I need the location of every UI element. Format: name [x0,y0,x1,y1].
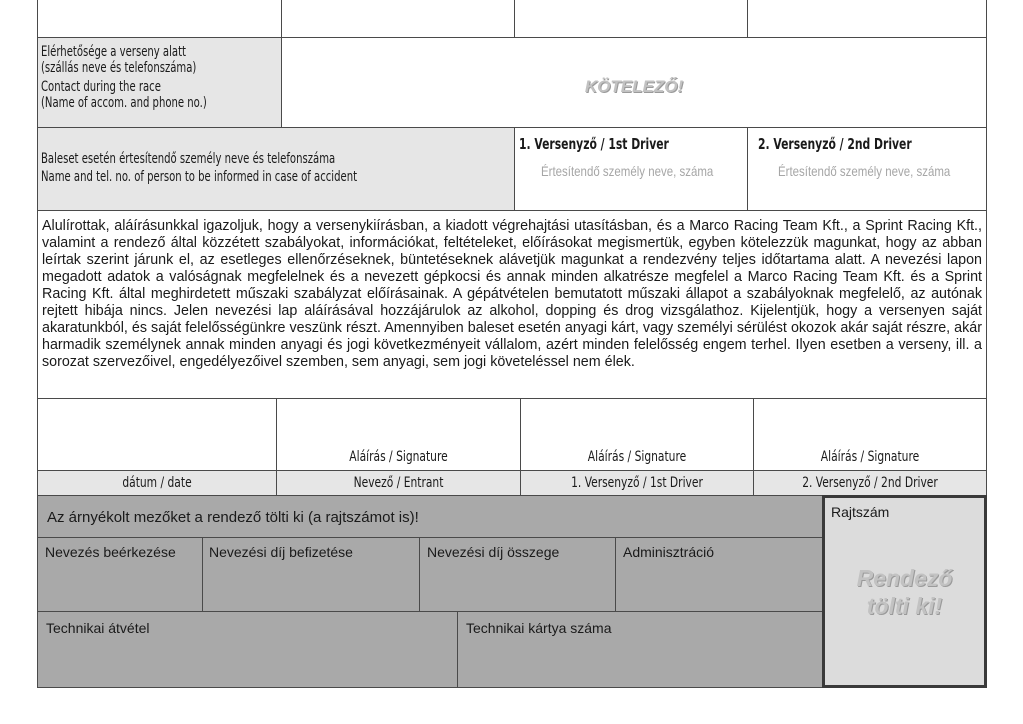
entry-received-label: Nevezés beérkezése [45,544,176,560]
technical-inspection-label: Technikai átvétel [46,620,150,636]
top-row-cell-3[interactable] [514,0,748,38]
fee-amount-label: Nevezési díj összege [427,544,560,560]
top-row-cell-4[interactable] [747,0,987,38]
accident-driver2-cell[interactable] [747,127,987,211]
accident-driver1-placeholder: Értesítendő személy neve, száma [541,163,714,179]
organizer-stamp-line2: tölti ki! [866,593,943,619]
top-row-cell-2[interactable] [281,0,515,38]
accident-label-cell [37,127,515,211]
accident-driver2-placeholder: Értesítendő személy neve, száma [778,163,951,179]
driver2-signature-cell[interactable] [753,398,987,471]
technical-inspection-cell[interactable] [37,611,458,688]
technical-card-cell[interactable] [457,611,823,688]
entrant-label-cell [276,470,521,496]
contact-input-cell[interactable] [281,37,987,128]
declaration-cell [37,210,987,399]
date-signature-cell[interactable] [37,398,277,471]
driver1-label-cell [520,470,754,496]
technical-card-label: Technikai kártya száma [466,620,612,636]
entrant-signature-label: Aláírás / Signature [349,449,448,465]
entrant-label: Nevező / Entrant [353,475,444,491]
driver1-signature-cell[interactable] [520,398,754,471]
declaration-text: Alulírottak, aláírásunkkal igazoljuk, hogy a versenykiírásban, a kiadott végrehajtási utasításban, és a Marco Racing Team Kft., a Sprint Racing Kft., valamint a rendező által közzétett szabályokat, információkat, feltételeket, előírásokat megismertük, egyben kötelezzük magunkat, hogy az abban leírtak szerint járunk el, az esetleges ellenőrzéseknek, büntetéseknek alávetjük magunkat a rendezvény teljes időtartama alatt. A nevezési lapon megadott adatok a valóságnak megfelelnek és a nevezett gépkocsi és annak minden alkatrésze megfelel a Marco Racing Team Kft. és a Sprint Racing Kft. által meghirdetett műszaki szabályzat előírásainak. A gépátvételen bemutatott műszaki állapot a szabályoknak megfelelő, az autónak rejtett hibája nincs. Jelen nevezési lap aláírásával hozzájárulok az alkohol, dopping és drog vizsgálathoz. Kijelentjük, hogy a versenyen saját akaratunkból, és saját felelősségünkre veszünk részt. Amennyiben baleset esetén anyagi kárt, vagy személyi sérülést okozok akár saját részre, akár harmadik személynek annak minden anyagi és jogi következményeit vállalom, azért minden felelősség engem terhel. Ilyen esetben a verseny, ill. a sorozat szervezőivel, engedélyezőivel szemben, sem anyagi, sem jogi követeléssel nem élek. [42,218,982,370]
driver2-label-cell [753,470,987,496]
driver2-signature-label: Aláírás / Signature [820,449,920,465]
required-stamp: KÖTELEZŐ! [584,77,684,96]
administration-label: Adminisztráció [623,544,715,560]
entrant-signature-cell[interactable] [276,398,521,471]
driver2-label: 2. Versenyző / 2nd Driver [802,475,938,491]
fee-paid-cell[interactable] [202,537,420,612]
contact-label-en-2: (Name of accom. and phone no.) [41,95,207,111]
organizer-stamp-line1: Rendező [856,565,953,591]
driver1-signature-label: Aláírás / Signature [587,449,687,465]
contact-label-hu-1: Elérhetősége a verseny alatt [41,44,186,60]
organizer-note: Az árnyékolt mezőket a rendező tölti ki (a rajtszámot is)! [47,509,419,526]
contact-label-cell [37,37,282,128]
race-number-label: Rajtszám [831,504,890,520]
fee-paid-label: Nevezési díj befizetése [209,544,353,560]
date-label-cell [37,470,277,496]
accident-label-hu: Baleset esetén értesítendő személy neve és telefonszáma [41,151,336,167]
fee-amount-cell[interactable] [419,537,616,612]
accident-label-en: Name and tel. no. of person to be informed in case of accident [41,169,358,185]
accident-driver1-title: 1. Versenyző / 1st Driver [519,135,669,153]
driver1-label: 1. Versenyző / 1st Driver [571,475,703,491]
organizer-stamp [825,564,984,620]
race-number-cell[interactable] [822,495,987,688]
accident-driver2-title: 2. Versenyző / 2nd Driver [758,135,912,153]
top-row-cell-1[interactable] [37,0,282,38]
accident-driver1-cell[interactable] [514,127,748,211]
date-label: dátum / date [122,475,192,491]
contact-label-en-1: Contact during the race [41,79,161,95]
organizer-note-cell [37,495,823,538]
administration-cell[interactable] [615,537,823,612]
entry-received-cell[interactable] [37,537,203,612]
contact-label-hu-2: (szállás neve és telefonszáma) [41,60,197,76]
